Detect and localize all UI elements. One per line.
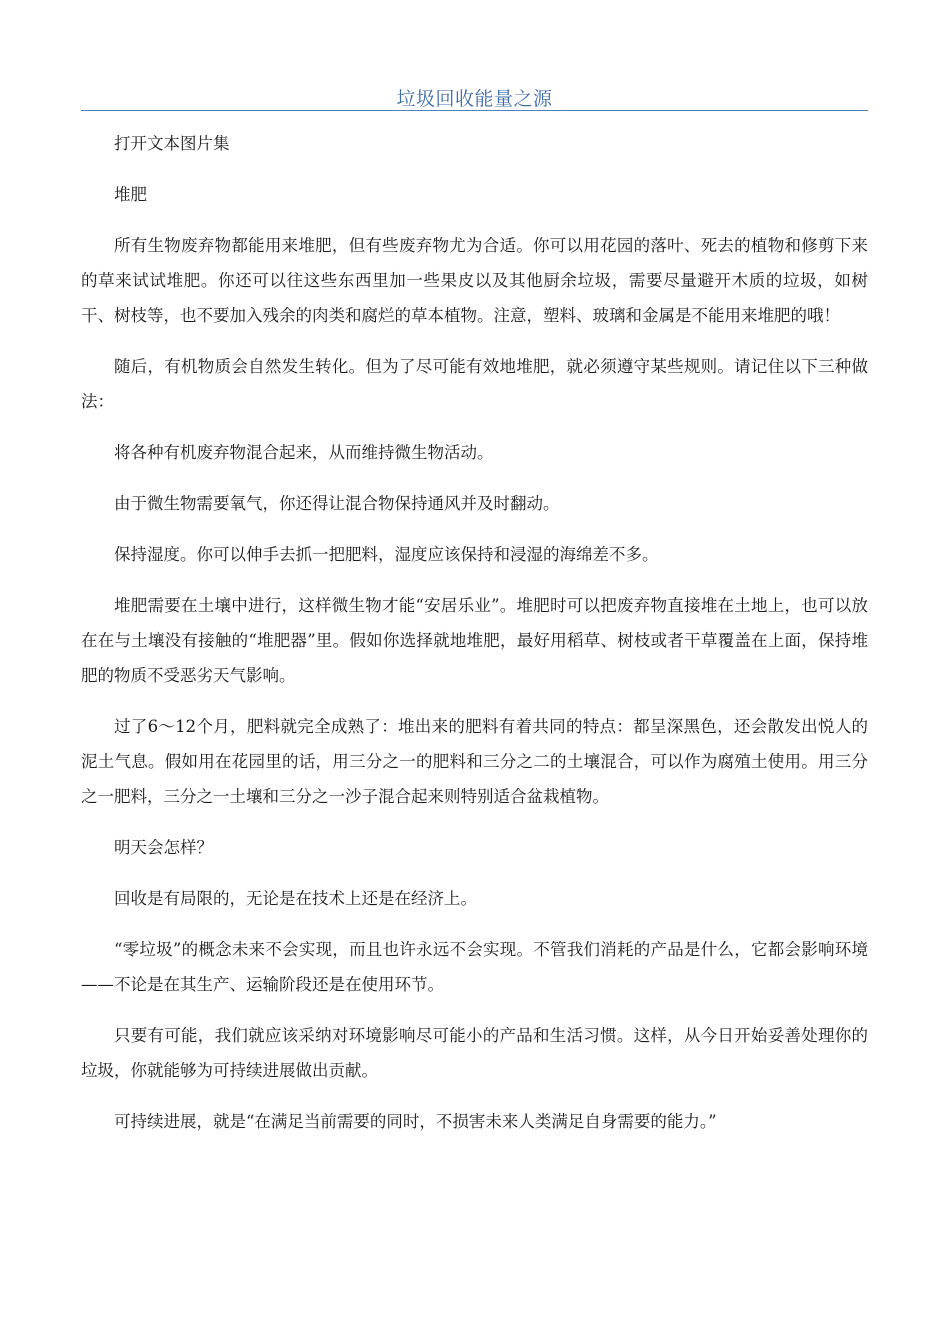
page-header	[81, 80, 868, 111]
paragraph-recycling-limits: 回收是有局限的，无论是在技术上还是在经济上。	[114, 889, 477, 908]
paragraph-compost-rules: 随后，有机物质会自然发生转化。但为了尽可能有效地堆肥，就必须遵守某些规则。请记住以下三种做法：	[81, 357, 868, 411]
paragraph-maturity: 过了6～12个月，肥料就完全成熟了：堆出来的肥料有着共同的特点：都呈深黑色，还会散发出悦人的泥土气息。假如用在花园里的话，用三分之一的肥料和三分之二的土壤混合，可以作为腐殖土使用。用三分之一肥料，三分之一土壤和三分之一沙子混合起来则特别适合盆栽植物。	[81, 717, 868, 806]
document-body	[81, 126, 868, 1155]
paragraph-habits: 只要有可能，我们就应该采纳对环境影响尽可能小的产品和生活习惯。这样，从今日开始妥善处理你的垃圾，你就能够为可持续进展做出贡献。	[81, 1026, 868, 1080]
paragraph-rule-humidity: 保持湿度。你可以伸手去抓一把肥料，湿度应该保持和浸湿的海绵差不多。	[114, 545, 659, 564]
paragraph-tomorrow-heading: 明天会怎样？	[114, 838, 213, 857]
paragraph-rule-air: 由于微生物需要氧气，你还得让混合物保持通风并及时翻动。	[114, 494, 560, 513]
paragraph-compost-heading: 堆肥	[114, 185, 147, 204]
paragraph-soil: 堆肥需要在土壤中进行，这样微生物才能“安居乐业”。堆肥时可以把废弃物直接堆在土地上，也可以放在在与土壤没有接触的“堆肥器”里。假如你选择就地堆肥，最好用稻草、树枝或者干草覆盖在上面，保持堆肥的物质不受恶劣天气影响。	[81, 596, 868, 685]
paragraph-image-set: 打开文本图片集	[114, 134, 230, 153]
paragraph-compost-materials: 所有生物废弃物都能用来堆肥，但有些废弃物尤为合适。你可以用花园的落叶、死去的植物和修剪下来的草来试试堆肥。你还可以往这些东西里加一些果皮以及其他厨余垃圾，需要尽量避开木质的垃圾，如树干、树枝等，也不要加入残余的肉类和腐烂的草本植物。注意，塑料、玻璃和金属是不能用来堆肥的哦！	[81, 236, 868, 325]
paragraph-rule-mix: 将各种有机废弃物混合起来，从而维持微生物活动。	[114, 443, 494, 462]
paragraph-sustainability: 可持续进展，就是“在满足当前需要的同时，不损害未来人类满足自身需要的能力。”	[114, 1112, 717, 1131]
document-title: 垃圾回收能量之源	[396, 88, 553, 110]
paragraph-zero-waste: “零垃圾”的概念未来不会实现，而且也许永远不会实现。不管我们消耗的产品是什么，它都会影响环境——不论是在其生产、运输阶段还是在使用环节。	[81, 940, 868, 994]
